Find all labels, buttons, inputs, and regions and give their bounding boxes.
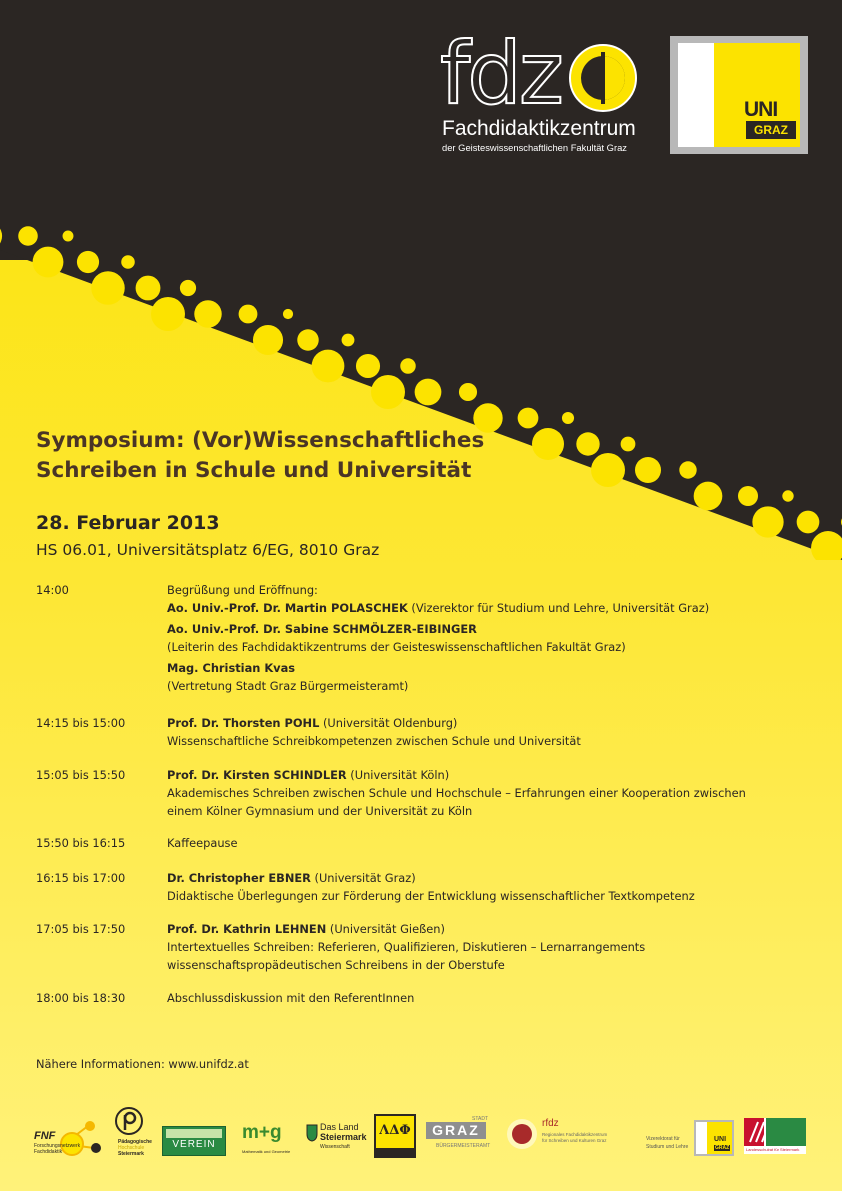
schedule-line [167, 869, 787, 887]
speaker-name: Mag. Christian Kvas [167, 661, 296, 675]
ph-text-2: Hochschule [118, 1145, 145, 1151]
halftone-dot [738, 486, 758, 506]
schedule-line [167, 638, 787, 656]
land-text-3: Wissenschaft [320, 1144, 350, 1150]
speaker-name: Dr. Christopher EBNER [167, 871, 311, 885]
schedule-line [167, 834, 787, 852]
schedule-line [167, 659, 787, 677]
schedule-line [167, 956, 787, 974]
rfdz-circle-icon [504, 1116, 540, 1152]
schedule-time: 15:05 bis 15:50 [36, 768, 126, 782]
uni-small-white-bar [696, 1122, 707, 1154]
halftone-dot [136, 276, 161, 301]
halftone-dot [253, 325, 283, 355]
fnf-letters: FNF [34, 1130, 56, 1142]
schedule-content [167, 714, 787, 750]
fdz-circle-icon [567, 42, 639, 114]
speaker-name: Prof. Dr. Thorsten POHL [167, 716, 320, 730]
halftone-dot [283, 309, 293, 319]
line-text: (Vizerektor für Studium und Lehre, Universität Graz) [407, 601, 710, 615]
fnf-sub-2: Fachdidaktik [34, 1149, 63, 1155]
vr-text-1: Vizerektorat für [646, 1136, 680, 1142]
halftone-dot [591, 453, 625, 487]
graz-small-text: GRAZ [715, 1145, 730, 1151]
uni-logo-graz-text: GRAZ [746, 121, 796, 139]
line-text: Kaffeepause [167, 836, 238, 850]
halftone-dot [797, 511, 820, 534]
halftone-dot [63, 231, 74, 242]
graz-stadt-text: STADT [472, 1116, 489, 1122]
halftone-dot [400, 358, 415, 373]
halftone-dot [342, 334, 355, 347]
mg-text: m+g [242, 1122, 282, 1143]
halftone-dot [121, 255, 135, 269]
schedule-line [167, 599, 787, 617]
fdz-logo-letters: fdz [440, 24, 562, 124]
ldf-logo [374, 1114, 416, 1158]
more-info: Nähere Informationen: www.unifdz.at [36, 1057, 249, 1071]
line-text: Intertextuelles Schreiben: Referieren, Qualifizieren, Diskutieren – Lernarrangements [167, 940, 646, 954]
halftone-dot [91, 271, 124, 304]
halftone-dot [679, 461, 696, 478]
lsr-green-block [766, 1118, 806, 1146]
fnf-sub-1: Forschungsnetzwerk [34, 1143, 81, 1149]
event-title [36, 426, 484, 486]
schedule-time: 18:00 bis 18:30 [36, 991, 126, 1005]
vr-text-2: Studium und Lehre [646, 1144, 689, 1150]
line-text: (Universität Köln) [346, 768, 450, 782]
halftone-dot [77, 251, 99, 273]
line-text: wissenschaftspropädeutischen Schreibens in der Oberstufe [167, 958, 505, 972]
halftone-dot [621, 437, 636, 452]
event-title-line-2: Schreiben in Schule und Universität [36, 458, 472, 483]
schedule-line [167, 581, 787, 599]
halftone-dot [459, 383, 477, 401]
line-text: (Vertretung Stadt Graz Bürgermeisteramt) [167, 679, 409, 693]
ph-text-1: Pädagogische [118, 1139, 152, 1145]
schedule-line [167, 766, 787, 784]
uni-small-text: UNI [714, 1136, 727, 1143]
line-text: (Universität Gießen) [326, 922, 445, 936]
line-text: (Universität Graz) [310, 871, 416, 885]
rfdz-logo [504, 1116, 620, 1156]
schedule-time: 14:00 [36, 583, 69, 597]
verein-text: VEREIN [172, 1139, 216, 1150]
halftone-dot [635, 457, 661, 483]
rfdz-sub-1: Regionales Fachdidaktikzentrum [542, 1132, 608, 1137]
halftone-dot [312, 350, 345, 383]
lsr-text: Landesschulrat für Steiermark [746, 1147, 800, 1152]
halftone-dot [694, 482, 723, 511]
fdz-subtitle: der Geisteswissenschaftlichen Fakultät Graz [442, 142, 627, 153]
schedule-line [167, 784, 787, 802]
verein-logo [162, 1126, 226, 1156]
speaker-name: Ao. Univ.-Prof. Dr. Martin POLASCHEK [167, 601, 408, 615]
landesschulrat-logo [744, 1118, 806, 1154]
uni-logo-white-bar [678, 43, 714, 147]
mg-logo [238, 1122, 294, 1158]
uni-graz-small-logo [694, 1120, 734, 1156]
line-text: Akademisches Schreiben zwischen Schule und Hochschule – Erfahrungen einer Kooperation zwischen [167, 786, 746, 800]
schedule-line [167, 938, 787, 956]
graz-sub: BÜRGERMEISTERAMT [436, 1143, 491, 1149]
schedule-line [167, 802, 787, 820]
fnf-logo [34, 1114, 104, 1160]
rfdz-text: rfdz [542, 1118, 559, 1129]
schedule-line [167, 732, 787, 750]
halftone-dot [239, 305, 258, 324]
line-text: Begrüßung und Eröffnung: [167, 583, 318, 597]
schedule-content [167, 581, 787, 695]
land-text-1: Das Land [320, 1122, 359, 1132]
coat-of-arms-icon [306, 1124, 318, 1142]
schedule-line [167, 887, 787, 905]
schedule-line [167, 989, 787, 1007]
mg-sub: Mathematik und Geometrie [242, 1149, 291, 1154]
line-text: Wissenschaftliche Schreibkompetenzen zwischen Schule und Universität [167, 734, 581, 748]
schedule-content [167, 989, 787, 1007]
schedule-line [167, 620, 787, 638]
uni-logo-uni-text: UNI [744, 98, 778, 121]
event-title-line-1: Symposium: (Vor)Wissenschaftliches [36, 428, 485, 453]
schedule-content [167, 869, 787, 905]
halftone-dot [532, 428, 564, 460]
land-steiermark-logo [306, 1122, 367, 1156]
uni-graz-logo [670, 36, 808, 154]
schedule-line [167, 920, 787, 938]
halftone-dot [33, 247, 64, 278]
vizerektorat-text [646, 1136, 692, 1156]
halftone-dot [194, 300, 221, 327]
line-text: einem Kölner Gymnasium und der Universität zu Köln [167, 804, 473, 818]
line-text: Abschlussdiskussion mit den ReferentInnen [167, 991, 415, 1005]
line-text: (Universität Oldenburg) [319, 716, 458, 730]
line-text: Didaktische Überlegungen zur Förderung der Entwicklung wissenschaftlicher Textkompetenz [167, 889, 695, 903]
schedule-time: 15:50 bis 16:15 [36, 836, 126, 850]
ph-text-3: Steiermark [118, 1151, 144, 1157]
schedule-time: 16:15 bis 17:00 [36, 871, 126, 885]
halftone-dot [518, 408, 539, 429]
fdz-logo [440, 24, 650, 159]
halftone-dot [297, 329, 318, 350]
stadt-graz-logo [426, 1116, 491, 1156]
schedule-content [167, 834, 787, 852]
halftone-dot [415, 379, 442, 406]
schedule-content [167, 766, 787, 820]
line-text: (Leiterin des Fachdidaktikzentrums der Geisteswissenschaftlichen Fakultät Graz) [167, 640, 626, 654]
ph-steiermark-logo [110, 1106, 154, 1164]
schedule-time: 14:15 bis 15:00 [36, 716, 126, 730]
halftone-dot [356, 354, 380, 378]
event-venue: HS 06.01, Universitätsplatz 6/EG, 8010 Graz [36, 541, 380, 559]
sponsor-logos [0, 1100, 842, 1170]
schedule-line [167, 714, 787, 732]
ph-p-icon [114, 1106, 144, 1136]
speaker-name: Prof. Dr. Kirsten SCHINDLER [167, 768, 347, 782]
halftone-dot [18, 226, 38, 246]
schedule-content [167, 920, 787, 974]
event-date: 28. Februar 2013 [36, 512, 220, 534]
schedule-time: 17:05 bis 17:50 [36, 922, 126, 936]
halftone-dot [782, 490, 793, 501]
verein-dots-band [166, 1129, 222, 1138]
halftone-dot [576, 432, 599, 455]
halftone-dot [151, 297, 185, 331]
fdz-name: Fachdidaktikzentrum [442, 117, 636, 140]
graz-text: GRAZ [426, 1122, 486, 1139]
speaker-name: Ao. Univ.-Prof. Dr. Sabine SCHMÖLZER-EIBINGER [167, 622, 477, 636]
halftone-dot [180, 280, 196, 296]
halftone-dot [562, 412, 574, 424]
ldf-text: ΛΔΦ [379, 1123, 411, 1138]
rfdz-sub-2: für Schreiben und Kulturen Graz [542, 1138, 607, 1143]
land-text-2: Steiermark [320, 1132, 367, 1142]
halftone-dot [752, 506, 783, 537]
halftone-dot [371, 375, 405, 409]
schedule-line [167, 677, 787, 695]
speaker-name: Prof. Dr. Kathrin LEHNEN [167, 922, 327, 936]
